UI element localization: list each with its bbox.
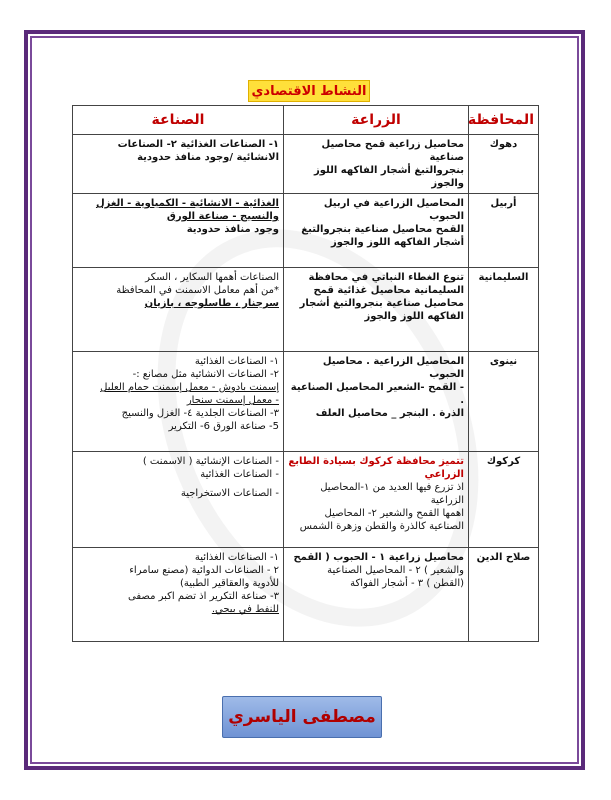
agriculture-cell — [284, 135, 469, 194]
text-line: ٢ - الصناعات الدوائية (مصنع سامراء — [129, 565, 279, 576]
table-row — [73, 548, 539, 642]
agriculture-cell — [284, 194, 469, 268]
agriculture-cell — [284, 352, 469, 452]
text-line: وجود منافذ حدودية — [186, 224, 279, 235]
text-line: - القمح -الشعير المحاصيل الصناعية . — [290, 382, 464, 406]
text-line: اذ تزرع فيها العديد من ١-المحاصيل الزراعية — [320, 482, 464, 506]
text-line: الصناعية كالذرة والقطن وزهرة الشمس — [299, 521, 464, 532]
text-line: (القطن ) ٣ - أشجار الفواكة — [350, 578, 464, 589]
text-line: - الصناعات الإنشائية ( الاسمنت ) — [142, 456, 279, 467]
text-line: ١- الصناعات الغذائية — [194, 552, 279, 563]
table-header-row — [73, 106, 539, 135]
governorate-cell: كركوك — [469, 452, 539, 548]
table-row — [73, 452, 539, 548]
table-row — [73, 268, 539, 352]
text-line: الزراعي — [424, 469, 464, 480]
text-line: الفاكهه اللوز والجوز — [364, 311, 464, 322]
text-line: ٣- الصناعات الجلدية ٤- الغزل والنسيج — [121, 408, 279, 419]
text-line: محاصيل صناعية بنجروالتبغ أشجار — [299, 298, 464, 309]
text-line: الصناعات أهمها السكاير ، السكر — [145, 272, 279, 283]
text-line: ٣- صناعة التكرير اذ تضم اكبر مصفى — [128, 591, 279, 602]
page-title: النشاط الاقتصادي — [248, 80, 370, 102]
economic-activity-table — [72, 105, 539, 642]
text-line: اهمها القمح والشعير ٢- المحاصيل — [324, 508, 464, 519]
industry-cell — [73, 268, 284, 352]
text-line: الغذائية - الانشائية - الكمياوية - الغزل — [95, 198, 279, 209]
text-line: - الصناعات الاستخراجية — [180, 488, 279, 499]
text-line: المحاصيل الزراعية في اربيل الحبوب — [323, 198, 464, 222]
text-line: أشجار الفاكهه اللوز والجوز — [331, 237, 464, 248]
table-row — [73, 135, 539, 194]
text-line: ١- الصناعات الغذائية — [194, 356, 279, 367]
governorate-cell: صلاح الدين — [469, 548, 539, 642]
text-line: سرجنار ، طاسلوجه ، بازيان — [144, 298, 279, 309]
text-line: المحاصيل الزراعية . محاصيل الحبوب — [322, 356, 464, 380]
industry-cell — [73, 548, 284, 642]
industry-cell — [73, 194, 284, 268]
author-name-box: مصطفى الياسري — [222, 696, 382, 738]
text-line: 5- صناعة الورق 6- التكرير — [168, 421, 279, 432]
text-line: للأدوية والعقاقير الطبية) — [179, 578, 279, 589]
text-line: تنوع الغطاء النباتي في محافظة — [308, 272, 464, 283]
table-row — [73, 194, 539, 268]
text-line: - الصناعات الغذائية — [200, 469, 279, 480]
agriculture-cell — [284, 548, 469, 642]
industry-cell — [73, 352, 284, 452]
text-line: القمح محاصيل صناعية بنجروالتبغ — [301, 224, 464, 235]
text-line: تتميز محافظة كركوك بسيادة الطابع — [288, 456, 464, 467]
text-line: إسمنت بادوش - معمل إسمنت حمام العليل — [100, 382, 279, 393]
text-line: السليمانية محاصيل غذائية قمح — [313, 285, 464, 296]
text-line: محاصيل زراعية ١ - الحبوب ( القمح — [293, 552, 464, 563]
industry-cell — [73, 135, 284, 194]
text-line: الانشائية /وجود منافذ حدودية — [137, 152, 279, 163]
table-row — [73, 352, 539, 452]
governorate-cell: دهوك — [469, 135, 539, 194]
governorate-cell: أربيل — [469, 194, 539, 268]
text-line: ١- الصناعات الغذائية ٢- الصناعات — [117, 139, 279, 150]
header-governorate: المحافظة — [469, 106, 539, 135]
header-industry: الصناعة — [73, 106, 284, 135]
governorate-cell: السليمانية — [469, 268, 539, 352]
text-line: محاصيل زراعية قمح محاصيل صناعية — [321, 139, 464, 163]
agriculture-cell — [284, 452, 469, 548]
agriculture-cell — [284, 268, 469, 352]
text-line: والشعير ) ٢ - المحاصيل الصناعية — [327, 565, 464, 576]
governorate-cell: نينوى — [469, 352, 539, 452]
industry-cell — [73, 452, 284, 548]
text-line: الذرة . البنجر _ محاصيل العلف — [315, 408, 464, 419]
text-line: *من أهم معامل الاسمنت في المحافظة — [116, 285, 279, 296]
text-line: - معمل إسمنت سنجار — [186, 395, 279, 406]
text-line: ٢- الصناعات الانشائية مثل مصانع :- — [132, 369, 279, 380]
header-agriculture: الزراعة — [284, 106, 469, 135]
text-line: للنفط في بيجي. — [211, 604, 279, 615]
text-line: بنجروالتبغ أشجار الفاكهه اللوز والجوز — [314, 165, 464, 189]
text-line: والنسيج - صناعة الورق — [166, 211, 279, 222]
